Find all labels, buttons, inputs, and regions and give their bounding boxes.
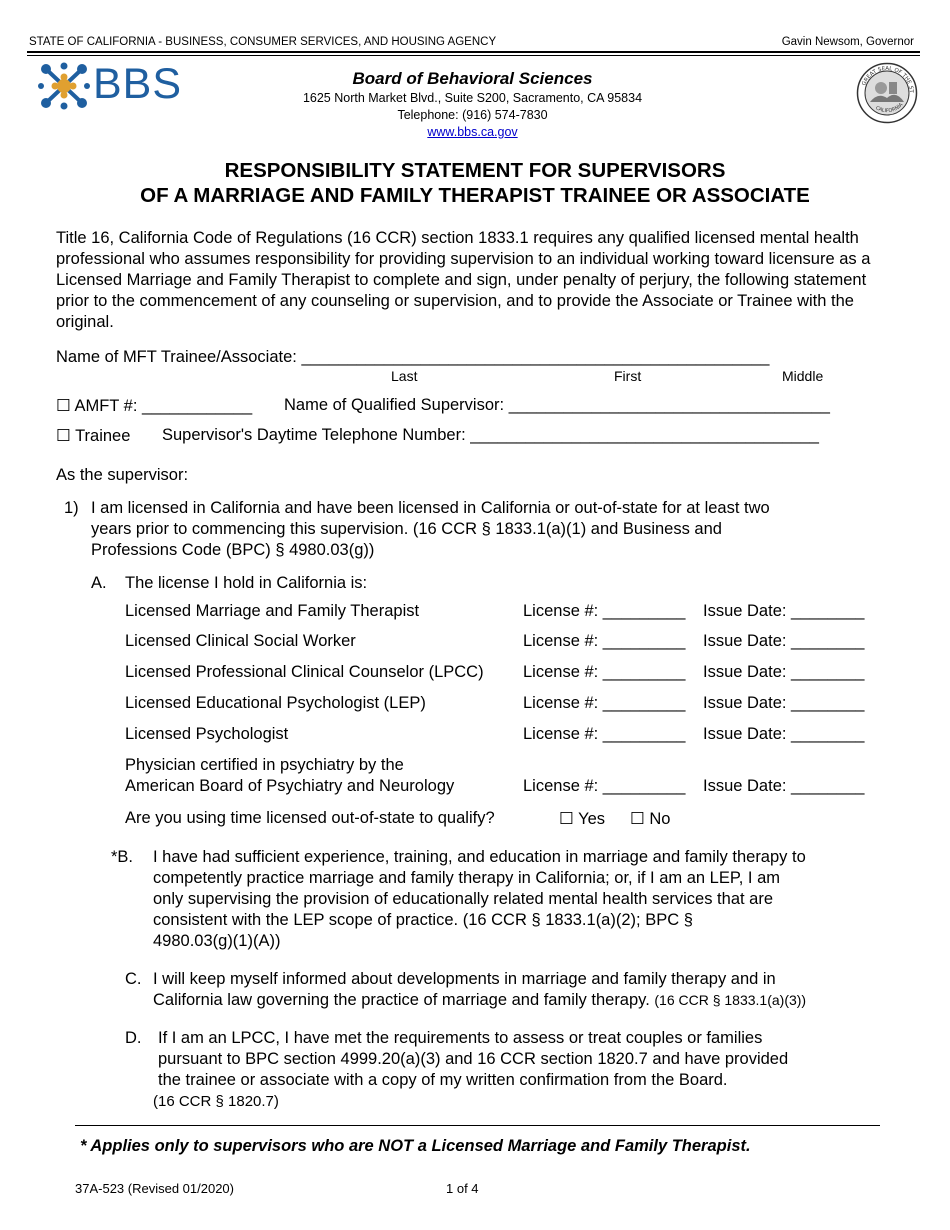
item1-line: I am licensed in California and have been licensed in California or out-of-state for at least two (91, 499, 770, 517)
itemB-line: only supervising the provision of educationally related mental health services that are (153, 890, 774, 908)
last-caption: Last (391, 368, 418, 384)
supervisor-phone-row (162, 426, 819, 445)
license-number-field[interactable]: License #: _________ (523, 725, 686, 743)
letterhead-address (250, 90, 695, 141)
bbs-logo-icon (38, 62, 90, 110)
state-seal-icon (856, 62, 918, 124)
issue-date-field[interactable]: Issue Date: ________ (703, 694, 865, 712)
license-number-field[interactable]: License #: _________ (523, 632, 686, 650)
issue-date-field[interactable]: Issue Date: ________ (703, 663, 865, 681)
itemD-line: If I am an LPCC, I have met the requirements to assess or treat couples or families (158, 1029, 763, 1047)
license-type: Licensed Professional Clinical Counselor (LPCC) (125, 663, 484, 681)
license-type-physician: Physician certified in psychiatry by the (125, 756, 404, 774)
seal-bottom-text: CALIFORNIA (874, 102, 905, 115)
amft-field[interactable]: ☐ AMFT #: ____________ (56, 397, 253, 415)
trainee-name-row (56, 348, 769, 367)
supervisor-phone-field[interactable]: ______________________________________ (470, 426, 819, 444)
phone-line: Telephone: (916) 574-7830 (397, 108, 548, 122)
license-number-field[interactable]: License #: _________ (523, 663, 686, 681)
itemB-line: 4980.03(g)(1)(A)) (153, 932, 281, 950)
address-line: 1625 North Market Blvd., Suite S200, Sacramento, CA 95834 (302, 91, 643, 105)
license-number-field[interactable]: License #: _________ (523, 602, 686, 620)
itemC-citation: (16 CCR § 1833.1(a)(3)) (654, 992, 807, 1008)
as-supervisor-heading: As the supervisor: (56, 466, 189, 484)
itemB-line: I have had sufficient experience, training, and education in marriage and family therapy to (153, 848, 806, 866)
itemB-line: consistent with the LEP scope of practice. (16 CCR § 1833.1(a)(2); BPC § (153, 911, 693, 929)
footnote: * Applies only to supervisors who are NOT a Licensed Marriage and Family Therapist. (80, 1137, 751, 1155)
board-name: Board of Behavioral Sciences (352, 69, 593, 88)
license-number-field[interactable]: License #: _________ (523, 777, 686, 795)
supervisor-name-field[interactable]: ___________________________________ (508, 396, 830, 414)
middle-caption: Middle (782, 368, 824, 384)
header-rule-thin (27, 55, 920, 56)
first-caption: First (614, 368, 642, 384)
supervisor-name-row (284, 396, 830, 415)
seal-top-text: GREAT SEAL OF THE ST (861, 65, 915, 93)
item1-line: years prior to commencing this supervision. (16 CCR § 1833.1(a)(1) and Business and (91, 520, 722, 538)
itemC-label: C. (125, 970, 142, 988)
governor-header: Gavin Newsom, Governor (781, 36, 914, 48)
license-number-field[interactable]: License #: _________ (523, 694, 686, 712)
issue-date-field[interactable]: Issue Date: ________ (703, 777, 865, 795)
supervisor-name-label: Name of Qualified Supervisor: (284, 396, 509, 414)
itemA-label: A. (91, 574, 107, 592)
itemD-line: the trainee or associate with a copy of my written confirmation from the Board. (158, 1071, 728, 1089)
itemB-label: *B. (111, 848, 134, 866)
issue-date-field[interactable]: Issue Date: ________ (703, 602, 865, 620)
form-number: 37A-523 (Revised 01/2020) (75, 1181, 234, 1196)
out-of-state-yes-checkbox[interactable]: ☐ Yes (559, 810, 605, 828)
trainee-name-field[interactable]: ___________________________________________________ (301, 348, 770, 366)
out-of-state-no-checkbox[interactable]: ☐ No (630, 810, 671, 828)
itemC-line: I will keep myself informed about developments in marriage and family therapy and in (153, 970, 776, 988)
page-number: 1 of 4 (446, 1181, 479, 1196)
item1-number: 1) (64, 499, 79, 517)
itemB-line: competently practice marriage and family therapy in California; or, if I am an LEP, I am (153, 869, 780, 887)
license-type: Licensed Marriage and Family Therapist (125, 602, 420, 620)
out-of-state-question: Are you using time licensed out-of-state to qualify? (125, 809, 495, 827)
title-line-1: RESPONSIBILITY STATEMENT FOR SUPERVISORS (224, 159, 726, 182)
item1-line: Professions Code (BPC) § 4980.03(g)) (91, 541, 375, 559)
license-type-physician-board: American Board of Psychiatry and Neurology (125, 777, 455, 795)
issue-date-field[interactable]: Issue Date: ________ (703, 632, 865, 650)
intro-paragraph: Title 16, California Code of Regulations (16 CCR) section 1833.1 requires any qualified licensed mental health professional who assumes responsibility for providing supervision to an individual working toward licensure as a Licensed Marriage and Family Therapist to complete and sign, under penalty of perjury, the following statement prior to the commencement of any counseling or supervision, and to provide the Associate or Trainee with the original. (56, 229, 871, 331)
header-rule (27, 51, 920, 53)
website-link[interactable]: www.bbs.ca.gov (427, 125, 518, 139)
trainee-checkbox[interactable]: ☐ Trainee (56, 427, 131, 445)
itemD-label: D. (125, 1029, 142, 1047)
itemD-citation: (16 CCR § 1820.7) (153, 1093, 279, 1110)
trainee-name-label: Name of MFT Trainee/Associate: (56, 348, 302, 366)
itemA-text: The license I hold in California is: (125, 574, 368, 592)
footnote-divider (75, 1125, 880, 1126)
supervisor-phone-label: Supervisor's Daytime Telephone Number: (162, 426, 471, 444)
issue-date-field[interactable]: Issue Date: ________ (703, 725, 865, 743)
itemD-line: pursuant to BPC section 4999.20(a)(3) and 16 CCR section 1820.7 and have provided (158, 1050, 789, 1068)
title-line-2: OF A MARRIAGE AND FAMILY THERAPIST TRAINEE OR ASSOCIATE (140, 184, 810, 207)
agency-header: STATE OF CALIFORNIA - BUSINESS, CONSUMER SERVICES, AND HOUSING AGENCY (29, 36, 497, 48)
itemC-line (153, 991, 806, 1010)
page-title (50, 158, 900, 208)
license-type: Licensed Educational Psychologist (LEP) (125, 694, 426, 712)
license-type: Licensed Clinical Social Worker (125, 632, 356, 650)
license-type: Licensed Psychologist (125, 725, 289, 743)
itemC-line-text: California law governing the practice of marriage and family therapy. (153, 991, 650, 1009)
bbs-logo-text: BBS (93, 60, 183, 108)
